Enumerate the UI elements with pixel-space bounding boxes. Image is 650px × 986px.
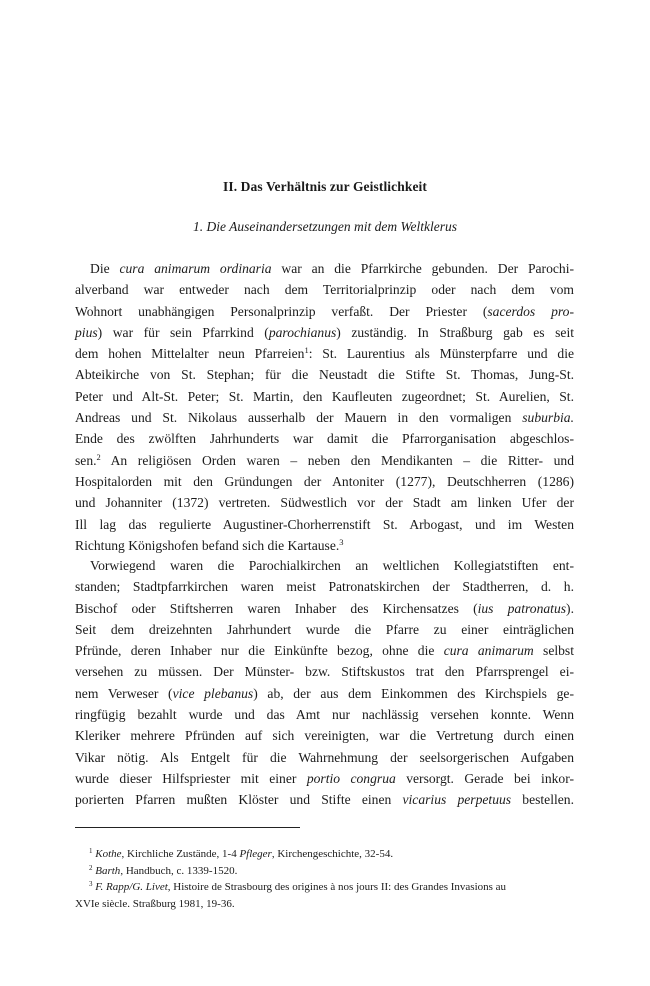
text: Wohnort unabhängigen Personalprinzip verfaßt. Der Priester ( — [75, 303, 488, 319]
text: ). — [566, 600, 574, 616]
text: Richtung Königshofen befand sich die Kartause. — [75, 537, 340, 553]
text: , Histoire de Strasbourg des origines à nos jours II: des Grandes Invasions au — [167, 881, 507, 893]
text: , Kirchengeschichte, 32-54. — [271, 848, 394, 860]
italic-author: F. Rapp/G. Livet — [95, 881, 168, 893]
italic-term: sacerdos pro- — [487, 303, 574, 319]
text-line — [75, 407, 574, 428]
text-line — [75, 343, 574, 364]
text: wurde dieser Hilfspriester mit einer — [75, 770, 307, 786]
text-line: versehen zu müssen. Der Münster- bzw. Stiftskustos trat den Pfarrsprengel ei- — [75, 664, 574, 680]
text-line — [75, 301, 574, 322]
text: nem Verweser ( — [75, 685, 173, 701]
paragraph-1 — [75, 258, 574, 556]
footnotes — [75, 846, 574, 912]
footnote-number: 1 — [89, 847, 93, 855]
footnote — [75, 879, 574, 896]
footnote-ref: 2 — [96, 451, 101, 462]
text-line: Hospitalorden mit den Gründungen der Antoniter (1277), Deutschherren (1286) — [75, 473, 574, 489]
text-line: alverband war entweder nach dem Territorialprinzip oder nach dem vom — [75, 282, 574, 298]
text: war an die Pfarrkirche gebunden. Der Parochi- — [271, 261, 575, 276]
footnote-separator — [75, 827, 300, 828]
footnote-ref: 3 — [339, 536, 344, 547]
text-line: Kleriker mehrere Pfründen auf sich vereinigten, war die Vertretung durch einen — [75, 728, 574, 744]
text-line — [75, 768, 574, 789]
text: sen. — [75, 452, 97, 468]
text-line — [75, 258, 574, 279]
text: An religiösen Orden waren – neben den Mendikanten – die Ritter- und — [100, 452, 574, 468]
text: Die — [90, 261, 120, 276]
italic-author: Kothe — [95, 848, 122, 860]
text-line — [75, 598, 574, 619]
text-line — [75, 450, 574, 471]
text-line: Seit dem dreizehnten Jahrhundert wurde die Pfarre zu einer einträglichen — [75, 621, 574, 637]
text: selbst — [533, 643, 574, 659]
text-line: und Johanniter (1372) vertreten. Südwestlich vor der Stadt am linken Ufer der — [75, 495, 574, 511]
text: Pfründe, deren Inhaber nur die Einkünfte bezog, ohne die — [75, 643, 444, 659]
text-line: Vikar nötig. Als Entgelt für die Wahrnehmung der seelsorgerischen Aufgaben — [75, 749, 574, 765]
footnote — [75, 863, 574, 880]
text: , Handbuch, c. 1339-1520. — [120, 864, 238, 877]
italic-term: vice plebanus — [172, 685, 254, 701]
text-line — [75, 789, 574, 810]
text: porierten Pfarren mußten Klöster und Stifte einen — [75, 792, 403, 808]
text: versorgt. Gerade bei inkor- — [395, 770, 574, 786]
text: , Kirchliche Zustände, 1-4 — [121, 848, 240, 860]
italic-term: suburbia. — [522, 410, 574, 426]
italic-term: cura animarum ordinaria — [119, 261, 272, 276]
footnote-ref: 1 — [304, 345, 309, 356]
footnote — [75, 846, 574, 863]
italic-term: portio congrua — [306, 770, 396, 786]
italic-author: Pfleger — [239, 848, 272, 860]
italic-term: vicarius perpetuus — [402, 792, 512, 808]
italic-term: parochianus — [268, 324, 337, 340]
text-line: Ende des zwölften Jahrhunderts war damit die Pfarrorganisation abgeschlos- — [75, 431, 574, 447]
italic-term: pius — [75, 324, 98, 340]
text-line: Abteikirche von St. Stephan; für die Neustadt die Stifte St. Thomas, Jung-St. — [75, 367, 574, 383]
text: dem hohen Mittelalter neun Pfarreien — [75, 346, 305, 362]
text-line: Ill lag das regulierte Augustiner-Chorherrenstift St. Arbogast, und im Westen — [75, 516, 574, 532]
text: Bischof oder Stiftsherren waren Inhaber des Kirchensatzes ( — [75, 600, 478, 616]
text: Andreas und St. Nikolaus ausserhalb der Mauern in den vormaligen — [75, 410, 523, 426]
paragraph-2 — [75, 555, 574, 811]
italic-author: Barth — [95, 864, 121, 877]
subsection-heading: 1. Die Auseinandersetzungen mit dem Weltklerus — [193, 219, 457, 234]
italic-term: cura animarum — [443, 643, 534, 659]
text-line: ringfügig bezahlt wurde und das Amt nur nachlässig versehen konnte. Wenn — [75, 707, 574, 723]
text: ) war für sein Pfarrkind ( — [97, 324, 269, 340]
text: ) ab, der aus dem Einkommen des Kirchspiels ge- — [253, 685, 574, 701]
text-line: Peter und Alt-St. Peter; St. Martin, den Kaufleuten zugeordnet; St. Aurelien, St. — [75, 388, 574, 404]
footnote-number: 2 — [89, 863, 93, 872]
footnote-number: 3 — [89, 880, 93, 888]
text-line: standen; Stadtpfarrkirchen waren meist Patronatskirchen der Stadtherren, d. h. — [75, 579, 574, 595]
section-heading: II. Das Verhältnis zur Geistlichkeit — [223, 179, 427, 194]
text-line — [75, 683, 574, 704]
italic-term: ius patronatus — [477, 600, 567, 616]
text-line — [75, 640, 574, 661]
text-line: Vorwiegend waren die Parochialkirchen an weltlichen Kollegiatstiften ent- — [90, 558, 574, 573]
text-line — [75, 322, 574, 343]
footnote-continuation: XVIe siècle. Straßburg 1981, 19-36. — [75, 897, 235, 910]
text: ) zuständig. In Straßburg gab es seit — [336, 324, 574, 340]
text-line — [75, 535, 574, 556]
text: bestellen. — [511, 792, 574, 808]
text: : St. Laurentius als Münsterpfarre und die — [308, 346, 574, 362]
